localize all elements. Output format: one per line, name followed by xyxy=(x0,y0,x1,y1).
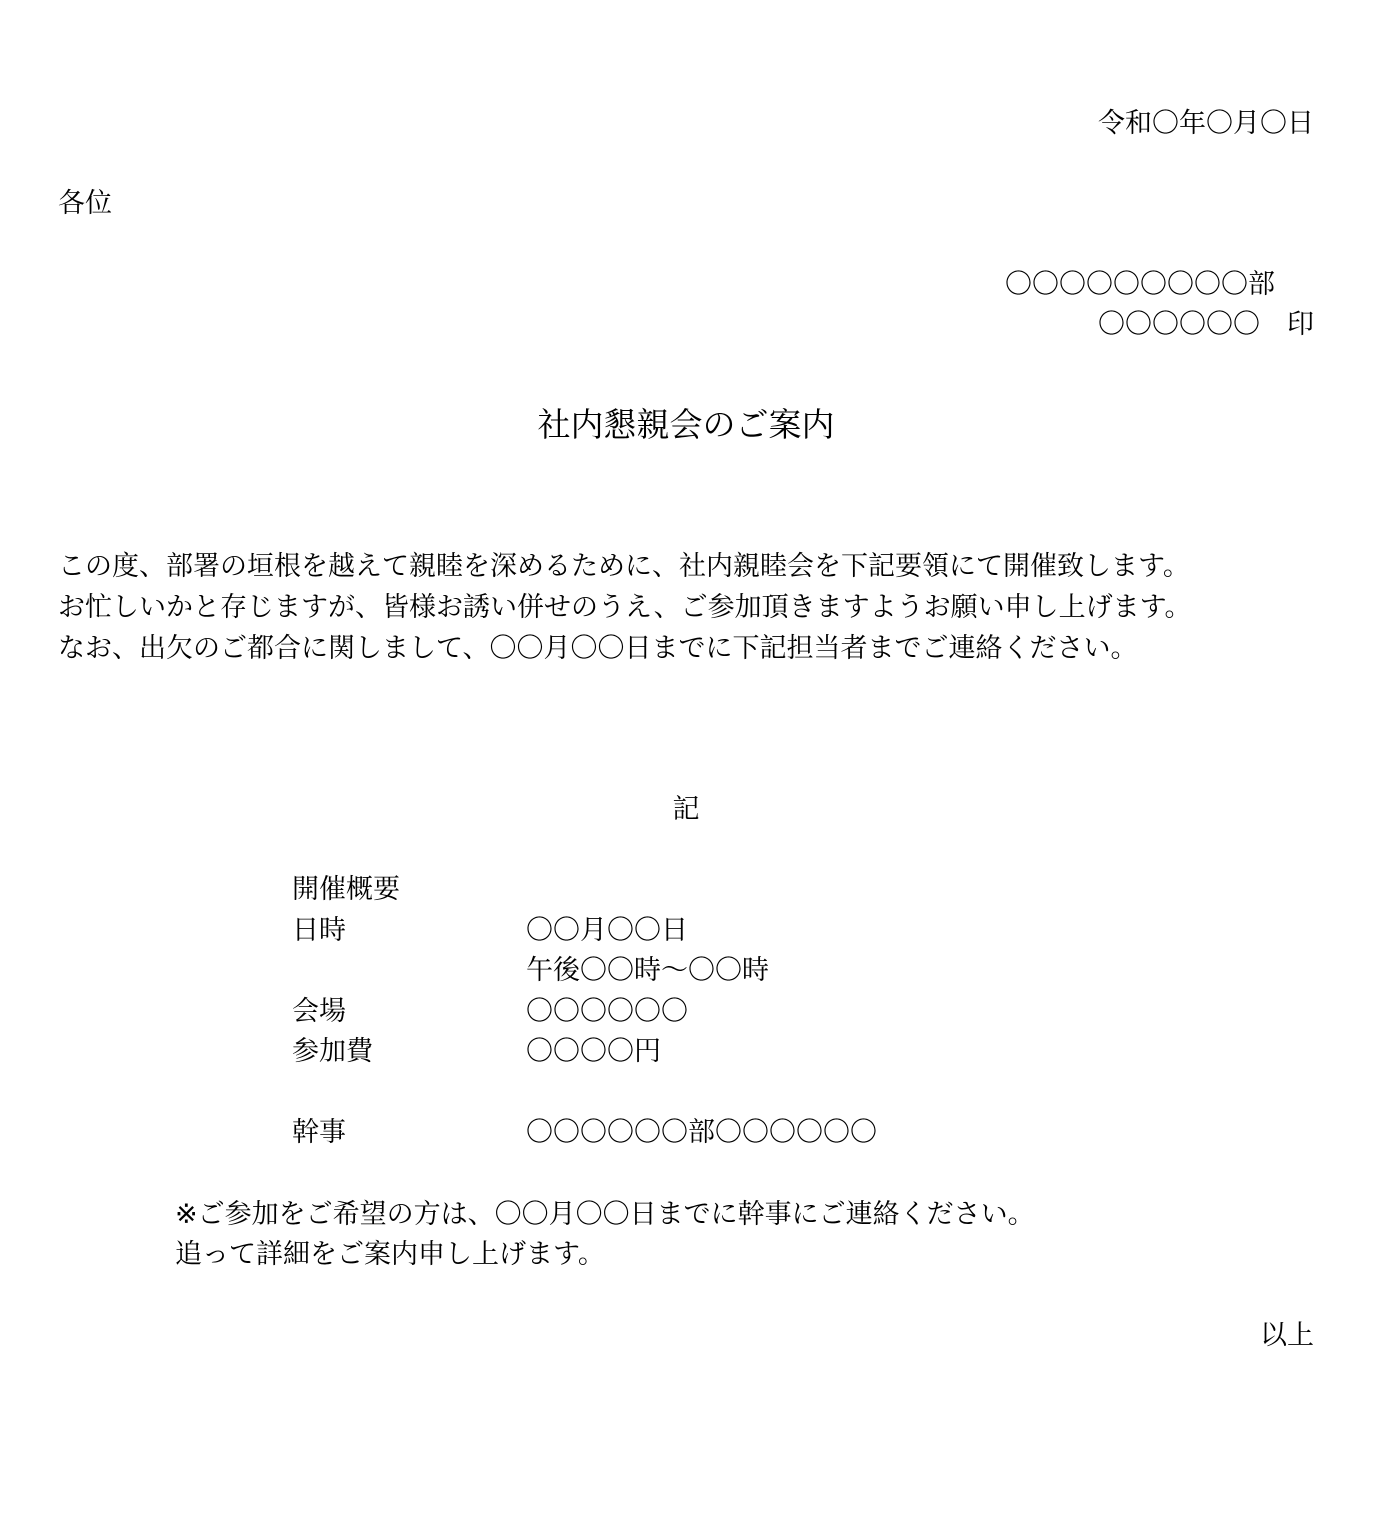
venue-value: 〇〇〇〇〇〇 xyxy=(526,996,688,1027)
closing-ijou: 以上 xyxy=(1260,1320,1314,1351)
sender-name-seal: 〇〇〇〇〇〇 印 xyxy=(1098,309,1314,340)
body-paragraph-2: お忙しいかと存じますが、皆様お誘い併せのうえ、ご参加頂きますようお願い申し上げます。 xyxy=(58,592,1192,623)
datetime-value-time: 午後〇〇時～〇〇時 xyxy=(526,955,769,986)
datetime-value-date: 〇〇月〇〇日 xyxy=(526,915,688,946)
fee-label: 参加費 xyxy=(292,1036,373,1067)
venue-label: 会場 xyxy=(292,996,346,1027)
sender-department: 〇〇〇〇〇〇〇〇〇部 xyxy=(1005,269,1275,300)
details-heading: 開催概要 xyxy=(292,874,400,905)
note-line-2: 追って詳細をご案内申し上げます。 xyxy=(175,1239,605,1270)
document-date: 令和〇年〇月〇日 xyxy=(1098,108,1314,139)
recipient-line: 各位 xyxy=(58,188,112,219)
note-line-1: ※ご参加をご希望の方は、〇〇月〇〇日までに幹事にご連絡ください。 xyxy=(175,1199,1035,1230)
datetime-label: 日時 xyxy=(292,915,346,946)
body-paragraph-3: なお、出欠のご都合に関しまして、〇〇月〇〇日までに下記担当者までご連絡ください。 xyxy=(58,633,1138,664)
ki-heading: 記 xyxy=(672,794,700,825)
organizer-label: 幹事 xyxy=(292,1117,346,1148)
document-title: 社内懇親会のご案内 xyxy=(537,405,835,444)
fee-value: 〇〇〇〇円 xyxy=(526,1036,661,1067)
body-paragraph-1: この度、部署の垣根を越えて親睦を深めるために、社内親睦会を下記要領にて開催致します。 xyxy=(58,551,1190,582)
organizer-value: 〇〇〇〇〇〇部〇〇〇〇〇〇 xyxy=(526,1117,877,1148)
